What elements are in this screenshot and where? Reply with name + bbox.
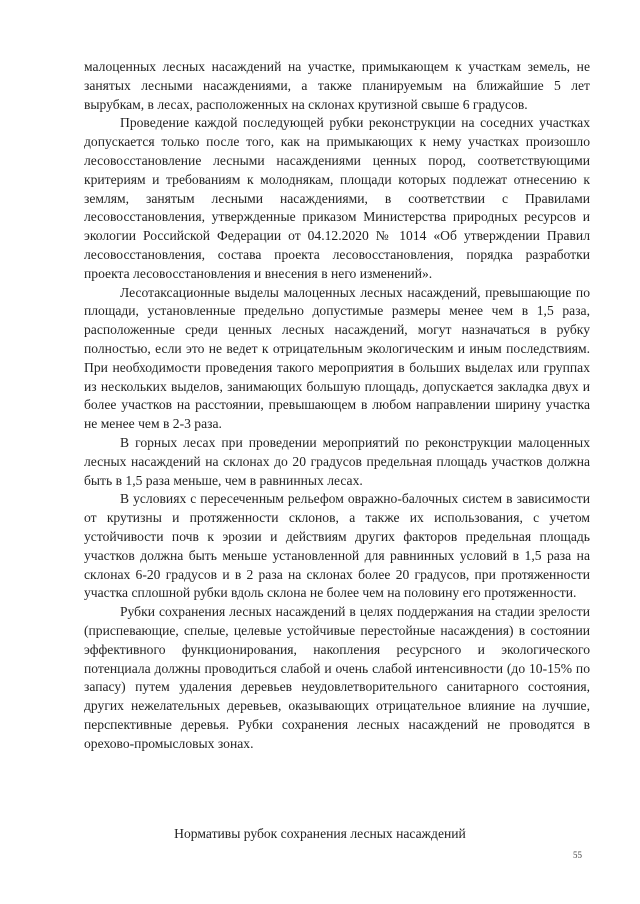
page-number: 55	[573, 850, 582, 860]
body-text	[84, 58, 590, 753]
paragraph-1: малоценных лесных насаждений на участке, примыкающем к участкам земель, не занятых лесными насаждениями, а также планируемым на ближайшие 5 лет вырубкам, в лесах, расположенных на склонах крутизной свыше 6 градусов.	[84, 59, 590, 112]
paragraph-2: Проведение каждой последующей рубки реконструкции на соседних участках допускается только после того, как на примыкающих к нему участках произошло лесовосстановление лесными насаждениями ценных пород, соответствующими критериям и требованиям к молоднякам, площади которых подлежат отнесению к землям, занятым лесными насаждениями, в соответствии с Правилами лесовосстановления, утвержденные приказом Министерства природных ресурсов и экологии Российской Федерации от 04.12.2020 № 1014 «Об утверждении Правил лесовосстановления, состава проекта лесовосстановления, порядка разработки проекта лесовосстановления и внесения в него изменений».	[84, 115, 590, 281]
paragraph-4: В горных лесах при проведении мероприятий по реконструкции малоценных лесных насаждений на склонах до 20 градусов предельная площадь участков должна быть в 1,5 раза меньше, чем в равнинных лесах.	[84, 434, 590, 488]
section-heading: Нормативы рубок сохранения лесных насаждений	[174, 826, 466, 841]
paragraph-3: Лесотаксационные выделы малоценных лесных насаждений, превышающие по площади, установленные предельно допустимые размеры менее чем в 1,5 раза, расположенные среди ценных лесных насаждений, могут назначаться в рубку полностью, если это не ведет к отрицательным экологическим и иным последствиям. При необходимости проведения такого мероприятия в больших выделах или группах из нескольких выделов, занимающих большую площадь, допускается закладка двух и более участков на расстоянии, превышающем в любом направлении ширину участка не менее чем в 2-3 раза.	[84, 284, 590, 432]
paragraph-6: Рубки сохранения лесных насаждений в целях поддержания на стадии зрелости (приспевающие, спелые, целевые устойчивые перестойные насаждения) в состоянии эффективного функционирования, накопления ресурсного и экологического потенциала должны проводиться слабой и очень слабой интенсивности (до 10-15% по запасу) путем удаления деревьев неудовлетворительного санитарного состояния, других нежелательных деревьев, оказывающих отрицательное влияние на лучшие, перспективные деревья. Рубки сохранения лесных насаждений не проводятся в орехово-промысловых зонах.	[84, 604, 590, 751]
paragraph-5: В условиях с пересеченным рельефом овражно-балочных систем в зависимости от крутизны и протяженности склонов, а также их использования, с учетом устойчивости почв к эрозии и действиям других факторов предельная площадь участков должна быть меньше установленной для равнинных условий в 1,5 раза на склонах 6-20 градусов и в 2 раза на склонах более 20 градусов, при протяженности участка сплошной рубки вдоль склона не более чем на половину его протяженности.	[84, 491, 590, 601]
